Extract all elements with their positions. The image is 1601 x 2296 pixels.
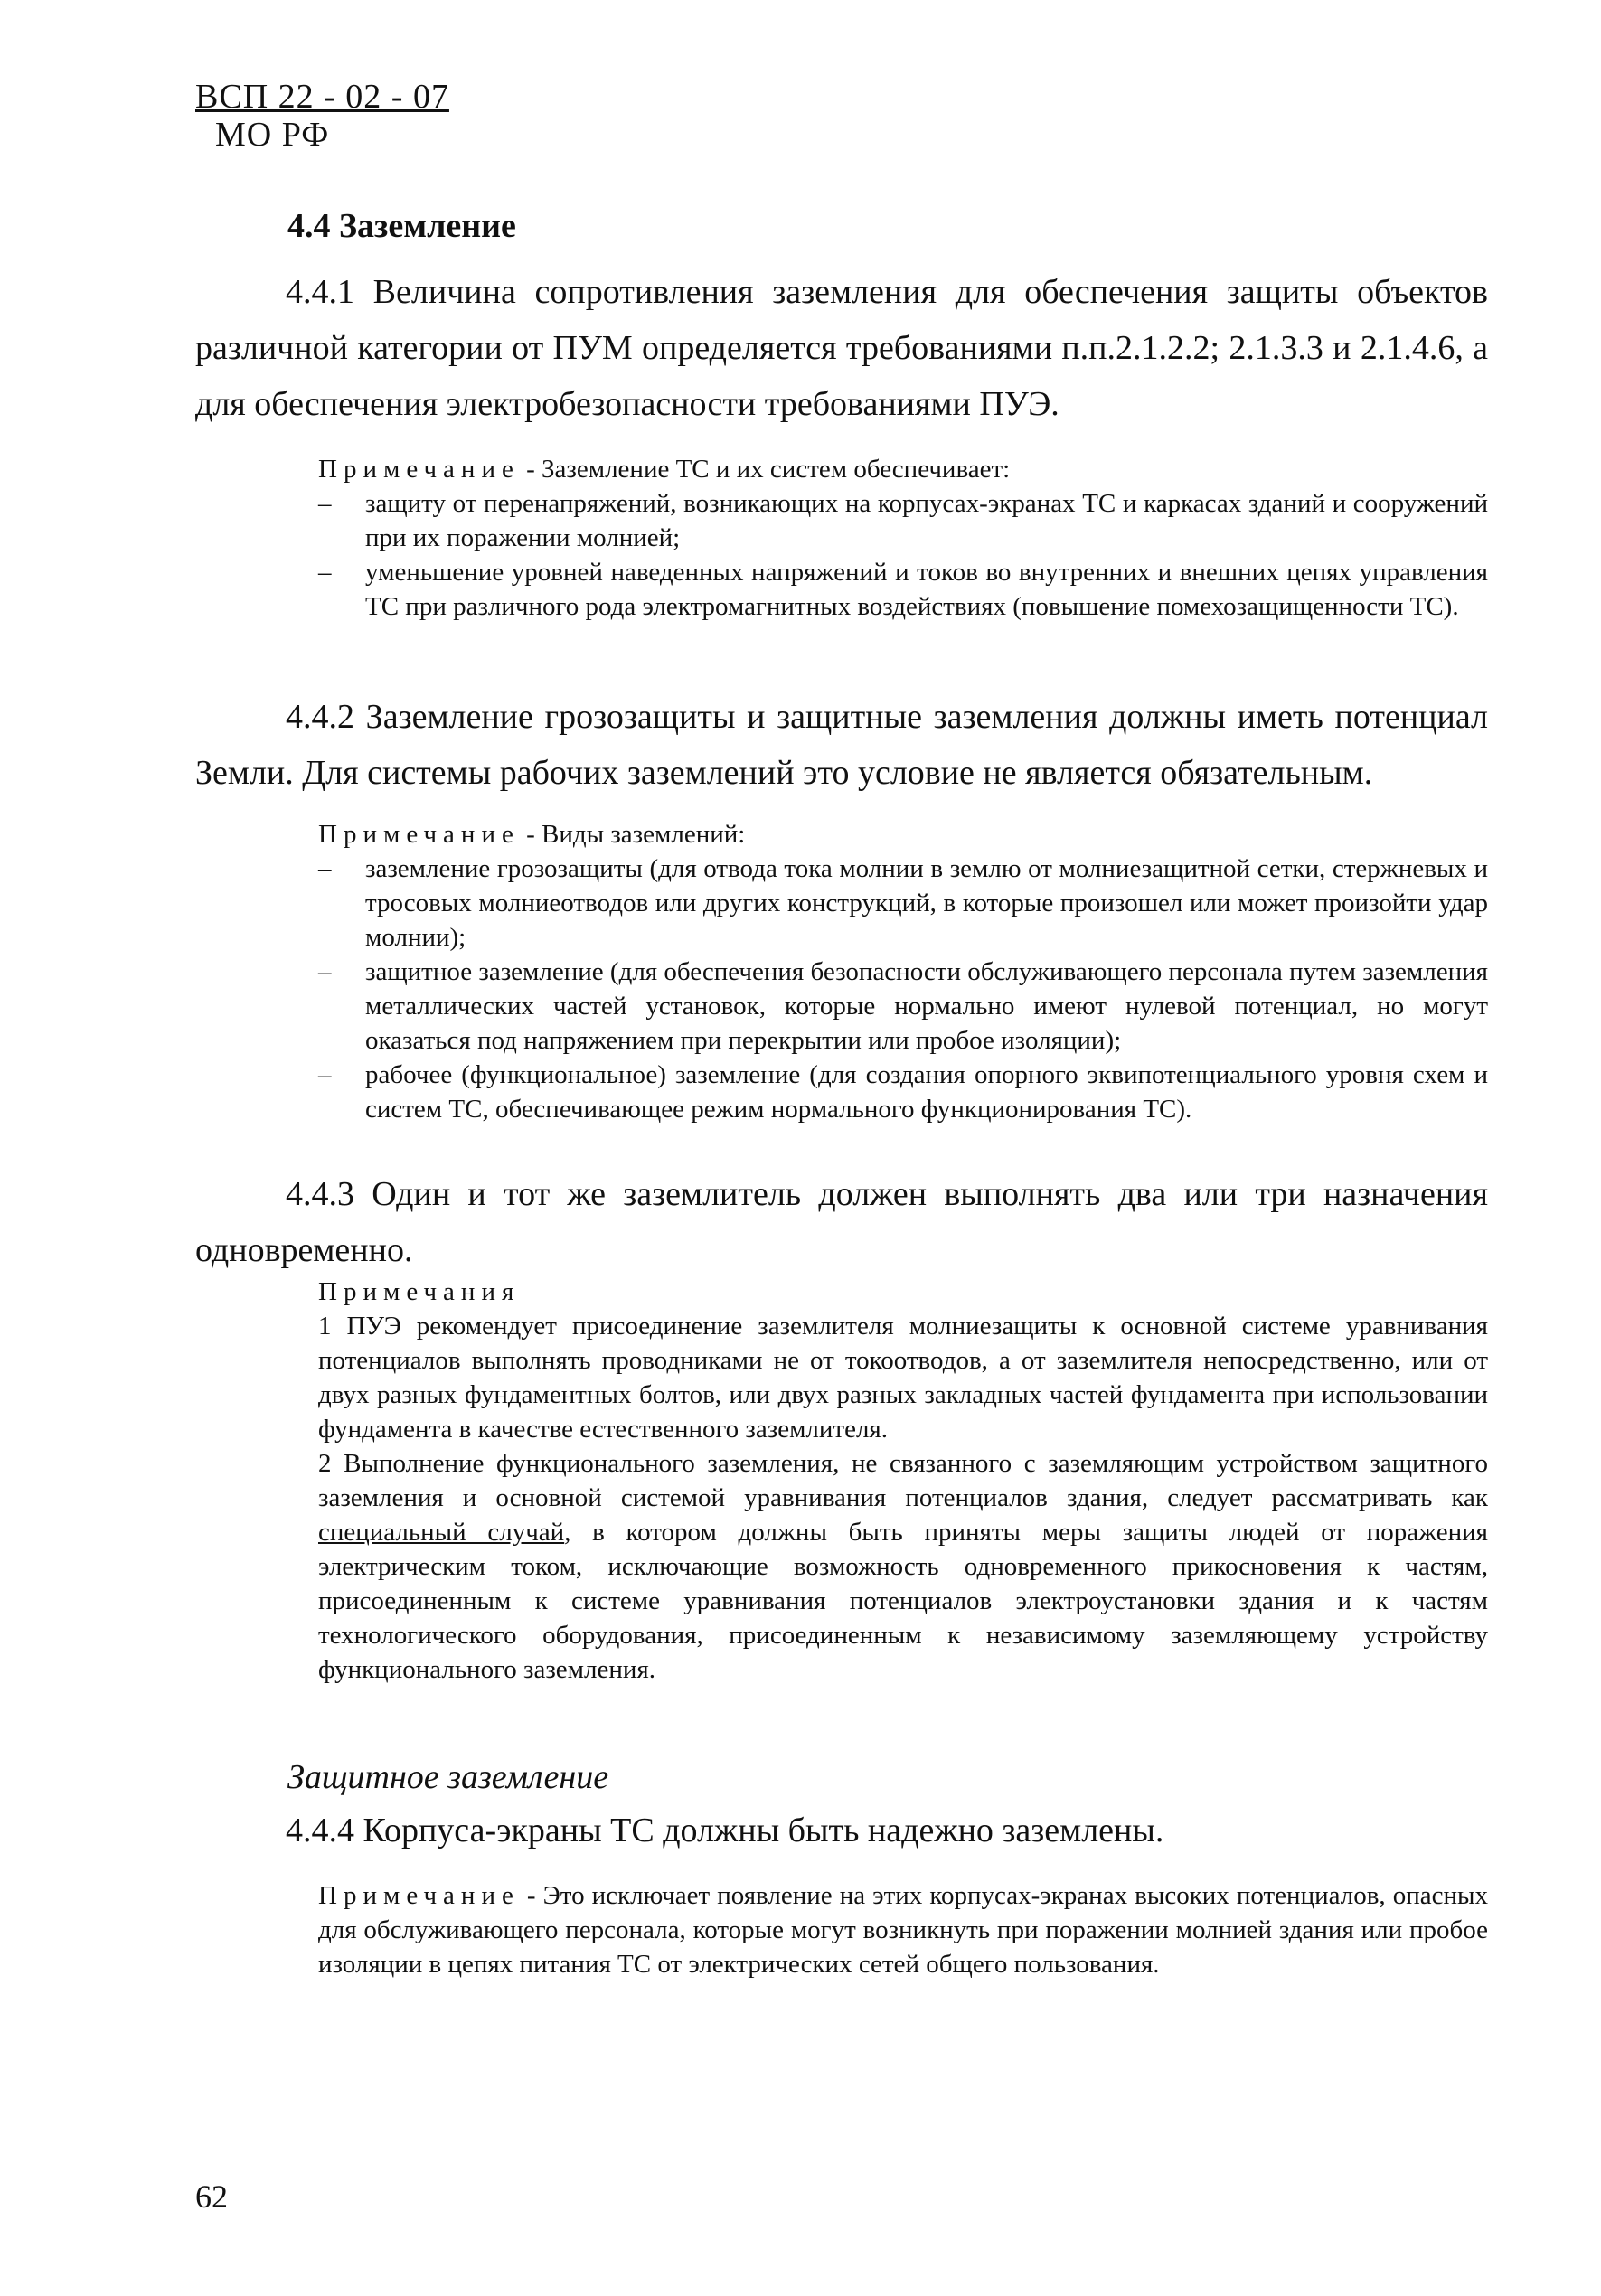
note-text: - Это исключает появление на этих корпусах-экранах высоких потенциалов, опасных для обслуживающего персонала, которые могут возникнуть при поражении молнией здания или пробое изоляции в цепях питания ТС от электрических сетей общего пользования. xyxy=(318,1881,1488,1979)
section-title: 4.4 Заземление xyxy=(287,207,516,245)
document-code: ВСП 22 - 02 - 07 xyxy=(195,78,449,116)
note-4-4-1-intro xyxy=(318,452,1488,486)
note-2: 2 Выполнение функционального заземления, не связанного с заземляющим устройством защитного заземления и основной системой уравнивания потенциалов здания, следует рассматривать как специальный случай, в котором должны быть приняты меры защиты людей от поражения электрическим током, исключающие возможность одновременного прикосновения к частям, присоединенным к системе уравнивания потенциалов электроустановки здания и к частям технологического оборудования, присоединенным к независимому заземляющему устройству функционального заземления. xyxy=(318,1449,1488,1684)
document-organization: МО РФ xyxy=(215,116,330,154)
note-intro-text: - Виды заземлений: xyxy=(519,820,746,849)
page-number: 62 xyxy=(195,2178,228,2215)
list-item: – защитное заземление (для обеспечения безопасности обслуживающего персонала путем заземления металлических частей установок, которые нормально имеют нулевой потенциал, но могут оказаться под напряжением при перекрытии или пробое изоляции); xyxy=(318,955,1488,1058)
note-4-4-4 xyxy=(318,1878,1488,1981)
list-item: – защиту от перенапряжений, возникающих на корпусах-экранах ТС и каркасах зданий и сооружений при их поражении молнией; xyxy=(318,486,1488,555)
note-4-4-2-intro xyxy=(318,817,1488,852)
underlined-term: специальный случай xyxy=(318,1518,565,1547)
note-intro-text: - Заземление ТС и их систем обеспечивает: xyxy=(519,455,1011,484)
note-label: Примечание xyxy=(318,1881,520,1910)
note-4-4-2-list xyxy=(318,852,1488,1126)
paragraph-4-4-4: 4.4.4 Корпуса-экраны ТС должны быть надежно заземлены. xyxy=(286,1811,1164,1849)
list-item: – уменьшение уровней наведенных напряжений и токов во внутренних и внешних цепях управления ТС при различного рода электромагнитных воздействиях (повышение помехозащищенности ТС). xyxy=(318,555,1488,624)
subsection-title: Защитное заземление xyxy=(287,1758,609,1796)
note-label: Примечание xyxy=(318,820,520,849)
note-label: Примечание xyxy=(318,455,520,484)
list-item: – заземление грозозащиты (для отвода тока молнии в землю от молниезащитной сетки, стержневых и тросовых молниеотводов или других конструкций, в которые произошел или может произойти удар молнии); xyxy=(318,852,1488,955)
paragraph-4-4-3: 4.4.3 Один и тот же заземлитель должен выполнять два или три назначения одновременно. xyxy=(195,1175,1488,1269)
note-1: 1 ПУЭ рекомендует присоединение заземлителя молниезащиты к основной системе уравнивания потенциалов выполнять проводниками не от токоотводов, а от заземлителя непосредственно, или от двух разных фундаментных болтов, или двух разных закладных частей фундамента при использовании фундамента в качестве естественного заземлителя. xyxy=(318,1312,1488,1444)
notes-4-4-3 xyxy=(318,1275,1488,1687)
note-4-4-1-list xyxy=(318,486,1488,624)
list-item: – рабочее (функциональное) заземление (для создания опорного эквипотенциального уровня схем и систем ТС, обеспечивающее режим нормального функционирования ТС). xyxy=(318,1058,1488,1126)
paragraph-4-4-2: 4.4.2 Заземление грозозащиты и защитные заземления должны иметь потенциал Земли. Для системы рабочих заземлений это условие не является обязательным. xyxy=(195,698,1488,792)
paragraph-4-4-1: 4.4.1 Величина сопротивления заземления для обеспечения защиты объектов различной категории от ПУМ определяется требованиями п.п.2.1.2.2; 2.1.3.3 и 2.1.4.6, а для обеспечения электробезопасности требованиями ПУЭ. xyxy=(195,273,1488,423)
notes-label: Примечания xyxy=(318,1277,521,1306)
